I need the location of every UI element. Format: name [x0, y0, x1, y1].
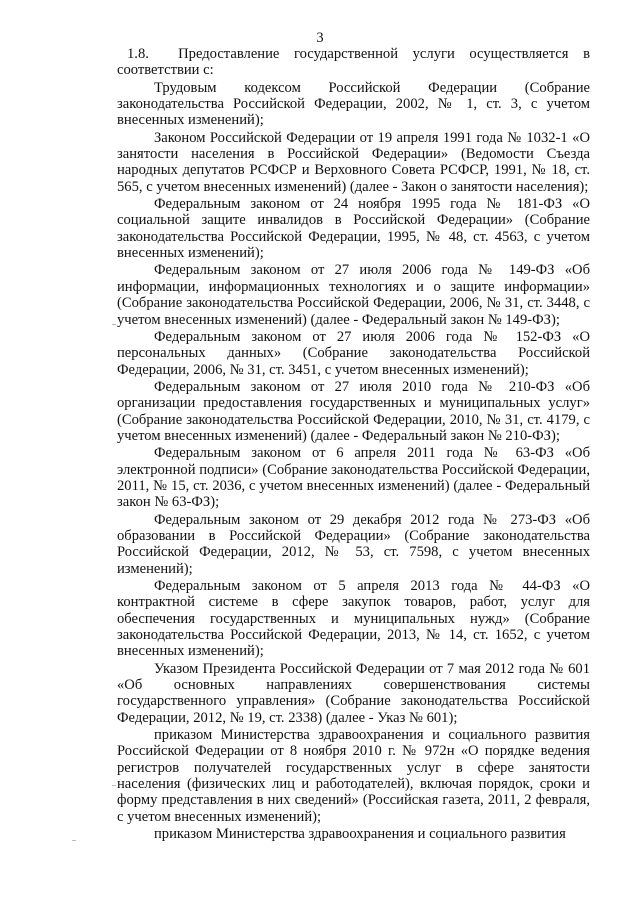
paragraph-procurement-law: Федеральным законом от 5 апреля 2013 года № 44-ФЗ «О контрактной системе в сфере закупок товаров, работ, услуг для обеспечения государственных и муниципальных нужд» (Собрание законодательства Российской Федерации, 2013, № 14, ст. 1652, с учетом внесенных изменений);	[117, 578, 590, 660]
page-number: 3	[316, 30, 324, 46]
paragraph-ministry-order-972n: приказом Министерства здравоохранения и социального развития Российской Федерации от 8 ноября 2010 г. № 972н «О порядке ведения регистров получателей государственных услуг в сфере занятости населения (физических лиц и работодателей), включая порядок, сроки и форму представления в них сведений» (Российская газета, 2011, 2 февраля, с учетом внесенных изменений);	[117, 727, 590, 825]
scan-artifact-mark	[112, 324, 116, 325]
paragraph-information-law: Федеральным законом от 27 июля 2006 года № 149-ФЗ «Об информации, информационных технологиях и о защите информации» (Собрание законодательства Российской Федерации, 2006, № 31, ст. 3448, с учетом внесенных изменений) (далее - Федеральный закон № 149-ФЗ);	[117, 262, 590, 328]
paragraph-education-law: Федеральным законом от 29 декабря 2012 года № 273-ФЗ «Об образовании в Российской Федерации» (Собрание законодательства Российской Федерации, 2012, № 53, ст. 7598, с учетом внесенных изменений);	[117, 511, 590, 577]
scan-artifact-mark	[112, 785, 116, 786]
paragraph-labor-code: Трудовым кодексом Российской Федерации (Собрание законодательства Российской Федерации, 2002, № 1, ст. 3, с учетом внесенных изменений);	[117, 79, 590, 129]
paragraph-employment-law: Законом Российской Федерации от 19 апреля 1991 года № 1032-1 «О занятости населения в Российской Федерации» (Ведомости Съезда народных депутатов РСФСР и Верховного Совета РСФСР, 1991, № 18, ст. 565, с учетом внесенных изменений) (далее - Закон о занятости населения);	[117, 129, 590, 195]
item-1-8-intro	[117, 46, 590, 79]
paragraph-presidential-decree: Указом Президента Российской Федерации от 7 мая 2012 года № 601 «Об основных направлениях совершенствования системы государственного управления» (Собрание законодательства Российской Федерации, 2012, № 19, ст. 2338) (далее - Указ № 601);	[117, 660, 590, 726]
paragraph-disabled-protection-law: Федеральным законом от 24 ноября 1995 года № 181-ФЗ «О социальной защите инвалидов в Российской Федерации» (Собрание законодательства Российской Федерации, 1995, № 48, ст. 4563, с учетом внесенных изменений);	[117, 196, 590, 262]
paragraph-text: Предоставление государственной услуги осуществляется в соответствии с:	[117, 46, 590, 79]
item-number: 1.8.	[127, 46, 149, 62]
paragraph-public-services-law: Федеральным законом от 27 июля 2010 года № 210-ФЗ «Об организации предоставления государственных и муниципальных услуг» (Собрание законодательства Российской Федерации, 2010, № 31, ст. 4179, с учетом внесенных изменений) (далее - Федеральный закон № 210-ФЗ);	[117, 378, 590, 444]
scan-artifact-mark	[72, 840, 76, 841]
paragraph-ministry-order-continued: приказом Министерства здравоохранения и социального развития	[154, 826, 566, 843]
paragraph-electronic-signature-law: Федеральным законом от 6 апреля 2011 года № 63-ФЗ «Об электронной подписи» (Собрание законодательства Российской Федерации, 2011, № 15, ст. 2036, с учетом внесенных изменений) (далее - Федеральный закон № 63-ФЗ);	[117, 445, 590, 511]
document-body	[117, 46, 590, 844]
paragraph-personal-data-law: Федеральным законом от 27 июля 2006 года № 152-ФЗ «О персональных данных» (Собрание законодательства Российской Федерации, 2006, № 31, ст. 3451, с учетом внесенных изменений);	[117, 328, 590, 378]
